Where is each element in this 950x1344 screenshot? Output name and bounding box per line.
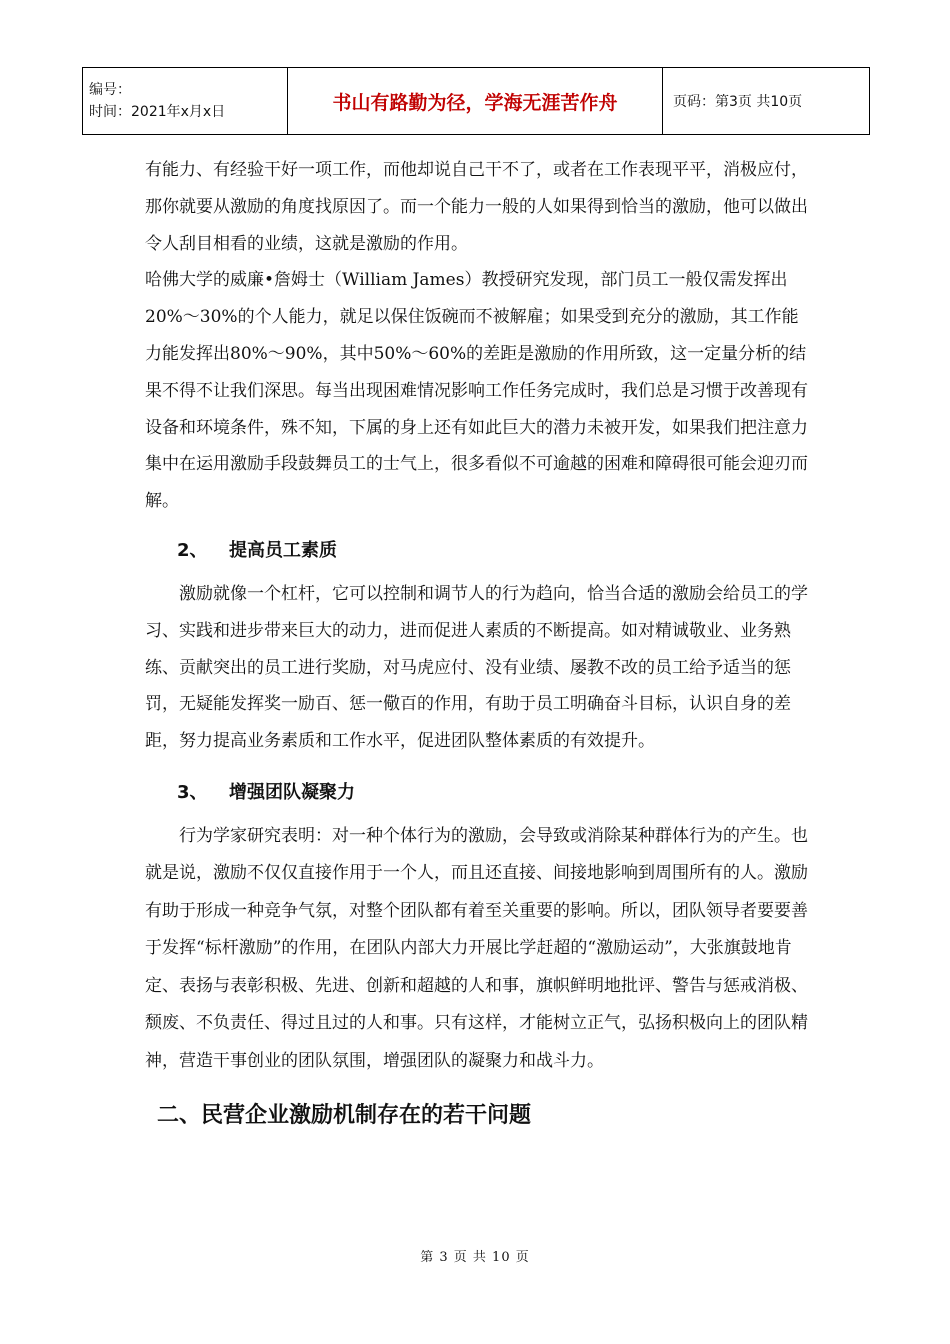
paragraph-continuation: 有能力、有经验干好一项工作，而他却说自己干不了，或者在工作表现平平，消极应付，那你就要从激励的角度找原因了。而一个能力一般的人如果得到恰当的激励，他可以做出令人刮目相看的业绩，这就是激励的作用。 xyxy=(145,160,808,254)
section-heading-3 xyxy=(145,776,809,810)
section-number: 3、 xyxy=(177,781,208,803)
page-header xyxy=(82,67,870,135)
chapter-heading: 二、民营企业激励机制存在的若干问题 xyxy=(157,1103,532,1129)
document-body xyxy=(145,150,809,1129)
page-footer: 第 3 页 共 10 页 xyxy=(420,1250,530,1265)
document-number-label: 编号： xyxy=(89,82,131,98)
section-heading-2 xyxy=(145,534,809,568)
header-page-info: 页码：第3页 共10页 xyxy=(663,68,870,135)
paragraph-team-cohesion: 行为学家研究表明：对一种个体行为的激励，会导致或消除某种群体行为的产生。也就是说，激励不仅仅直接作用于一个人，而且还直接、间接地影响到周围所有的人。激励有助于形成一种竞争气氛，对整个团队都有着至关重要的影响。所以，团队领导者要要善于发挥“标杆激励”的作用，在团队内部大力开展比学赶超的“激励运动”，大张旗鼓地肯定、表扬与表彰积极、先进、创新和超越的人和事，旗帜鲜明地批评、警告与惩戒消极、颓废、不负责任、得过且过的人和事。只有这样，才能树立正气，弘扬积极向上的团队精神，营造干事创业的团队氛围，增强团队的凝聚力和战斗力。 xyxy=(145,825,808,1071)
header-motto: 书山有路勤为径，学海无涯苦作舟 xyxy=(288,68,663,135)
paragraph-harvard-study: 哈佛大学的威廉•詹姆士（William James）教授研究发现，部门员工一般仅需发挥出20%～30%的个人能力，就足以保住饭碗而不被解雇；如果受到充分的激励，其工作能力能发挥出80%～90%，其中50%～60%的差距是激励的作用所致，这一定量分析的结果不得不让我们深思。每当出现困难情况影响工作任务完成时，我们总是习惯于改善现有设备和环境条件，殊不知，下属的身上还有如此巨大的潜力未被开发，如果我们把注意力集中在运用激励手段鼓舞员工的士气上，很多看似不可逾越的困难和障碍很可能会迎刃而解。 xyxy=(145,270,808,512)
section-title: 提高员工素质 xyxy=(229,539,337,561)
section-title: 增强团队凝聚力 xyxy=(229,781,355,803)
document-date-label: 时间：2021年x月x日 xyxy=(89,104,226,120)
paragraph-employee-quality: 激励就像一个杠杆，它可以控制和调节人的行为趋向，恰当合适的激励会给员工的学习、实践和进步带来巨大的动力，进而促进人素质的不断提高。如对精诚敬业、业务熟练、贡献突出的员工进行奖励，对马虎应付、没有业绩、屡教不改的员工给予适当的惩罚，无疑能发挥奖一励百、惩一儆百的作用，有助于员工明确奋斗目标，认识自身的差距，努力提高业务素质和工作水平，促进团队整体素质的有效提升。 xyxy=(145,583,808,752)
header-meta-cell xyxy=(83,68,288,135)
section-number: 2、 xyxy=(177,539,208,561)
